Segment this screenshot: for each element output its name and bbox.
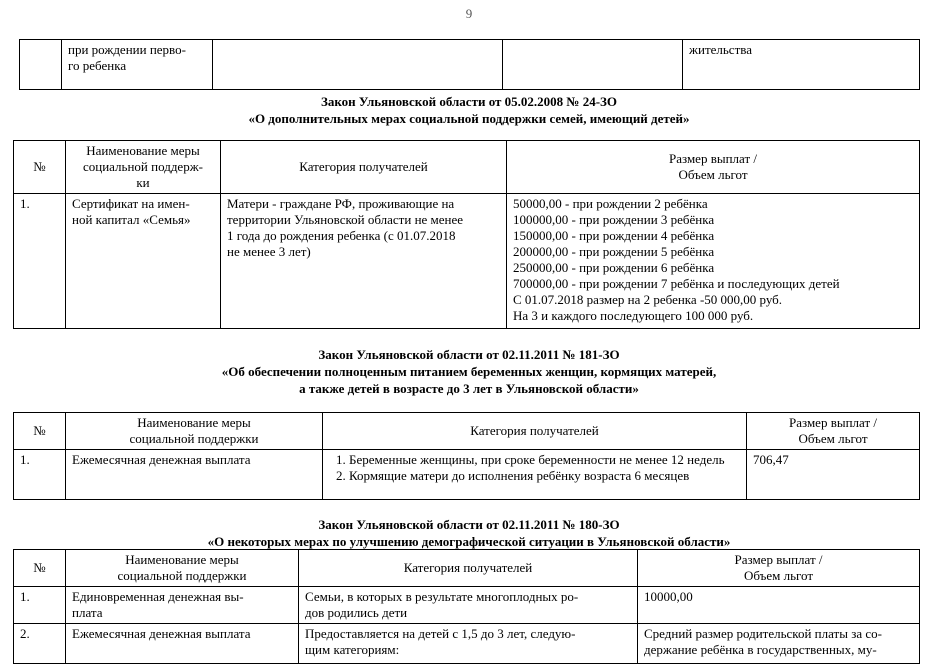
header-cell: Категория получателей — [221, 141, 507, 194]
table-law-181 — [13, 412, 920, 500]
amount-line: На 3 и каждого последующего 100 000 руб. — [513, 308, 754, 323]
table-row — [14, 587, 920, 624]
table-law-24 — [13, 140, 920, 329]
continuation-table — [19, 39, 920, 90]
recipient-category: Предоставляется на детей с 1,5 до 3 лет, следую- щим категориям: — [299, 624, 638, 664]
header-cell: № — [14, 550, 66, 587]
section-subtitle: «Об обеспечении полноценным питанием беременных женщин, кормящих матерей, — [221, 364, 717, 379]
amount-line: 700000,00 - при рождении 7 ребёнка и последующих детей — [513, 276, 840, 291]
row-number: 1. — [14, 587, 66, 624]
section-title: Закон Ульяновской области от 05.02.2008 № 24-ЗО — [320, 94, 618, 109]
payment-amount: 706,47 — [747, 450, 920, 500]
section-subtitle: «О дополнительных мерах социальной поддержки семей, имеющий детей» — [248, 111, 690, 126]
category-item: 2. Кормящие матери до исполнения ребёнку возраста 6 месяцев — [349, 468, 740, 484]
payment-amount — [507, 194, 920, 329]
table-header-row — [14, 413, 920, 450]
recipient-category: Матери - граждане РФ, проживающие на территории Ульяновской области не менее 1 года до рождения ребенка (с 01.07.2018 не менее 3 лет) — [221, 194, 507, 329]
table-cell — [503, 40, 683, 90]
measure-name: Ежемесячная денежная выплата — [66, 624, 299, 664]
amount-line: 150000,00 - при рождении 4 ребёнка — [513, 228, 715, 243]
section-subtitle: а также детей в возрасте до 3 лет в Ульяновской области» — [299, 381, 639, 396]
section-subtitle: «О некоторых мерах по улучшению демографической ситуации в Ульяновской области» — [207, 534, 731, 549]
section-title: Закон Ульяновской области от 02.11.2011 № 180-ЗО — [318, 517, 620, 532]
page-number: 9 — [465, 6, 473, 21]
table-header-row — [14, 141, 920, 194]
measure-name: Единовременная денежная вы- плата — [66, 587, 299, 624]
amount-line: 200000,00 - при рождении 5 ребёнка — [513, 244, 715, 259]
table-row — [14, 624, 920, 664]
table-cell: при рождении перво- го ребенка — [62, 40, 213, 90]
table-cell: жительства — [683, 40, 920, 90]
header-cell: Размер выплат / Объем льгот — [747, 413, 920, 450]
row-number: 1. — [14, 450, 66, 500]
amount-line: 50000,00 - при рождении 2 ребёнка — [513, 196, 708, 211]
header-cell: № — [14, 413, 66, 450]
measure-name: Ежемесячная денежная выплата — [66, 450, 323, 500]
header-cell: Наименование меры социальной поддержки — [66, 413, 323, 450]
table-row — [14, 194, 920, 329]
row-number: 1. — [14, 194, 66, 329]
table-law-180 — [13, 549, 920, 664]
category-item: 1. Беременные женщины, при сроке беременности не менее 12 недель — [349, 452, 740, 468]
header-cell: № — [14, 141, 66, 194]
table-cell — [20, 40, 62, 90]
header-cell: Наименование меры социальной поддержки — [66, 550, 299, 587]
table-cell — [213, 40, 503, 90]
table-row — [20, 40, 920, 90]
amount-line: 250000,00 - при рождении 6 ребёнка — [513, 260, 715, 275]
header-cell: Категория получателей — [299, 550, 638, 587]
header-cell: Категория получателей — [323, 413, 747, 450]
table-header-row — [14, 550, 920, 587]
measure-name: Сертификат на имен- ной капитал «Семья» — [66, 194, 221, 329]
recipient-category: Семьи, в которых в результате многоплодных ро- дов родились дети — [299, 587, 638, 624]
row-number: 2. — [14, 624, 66, 664]
amount-line: 100000,00 - при рождении 3 ребёнка — [513, 212, 715, 227]
table-row — [14, 450, 920, 500]
payment-amount: Средний размер родительской платы за со- держание ребёнка в государственных, му- — [638, 624, 920, 664]
payment-amount: 10000,00 — [638, 587, 920, 624]
amount-line: С 01.07.2018 размер на 2 ребенка -50 000,00 руб. — [513, 292, 783, 307]
header-cell: Размер выплат / Объем льгот — [507, 141, 920, 194]
recipient-category — [323, 450, 747, 500]
header-cell: Размер выплат / Объем льгот — [638, 550, 920, 587]
header-cell: Наименование меры социальной поддерж- ки — [66, 141, 221, 194]
section-title: Закон Ульяновской области от 02.11.2011 № 181-ЗО — [318, 347, 620, 362]
